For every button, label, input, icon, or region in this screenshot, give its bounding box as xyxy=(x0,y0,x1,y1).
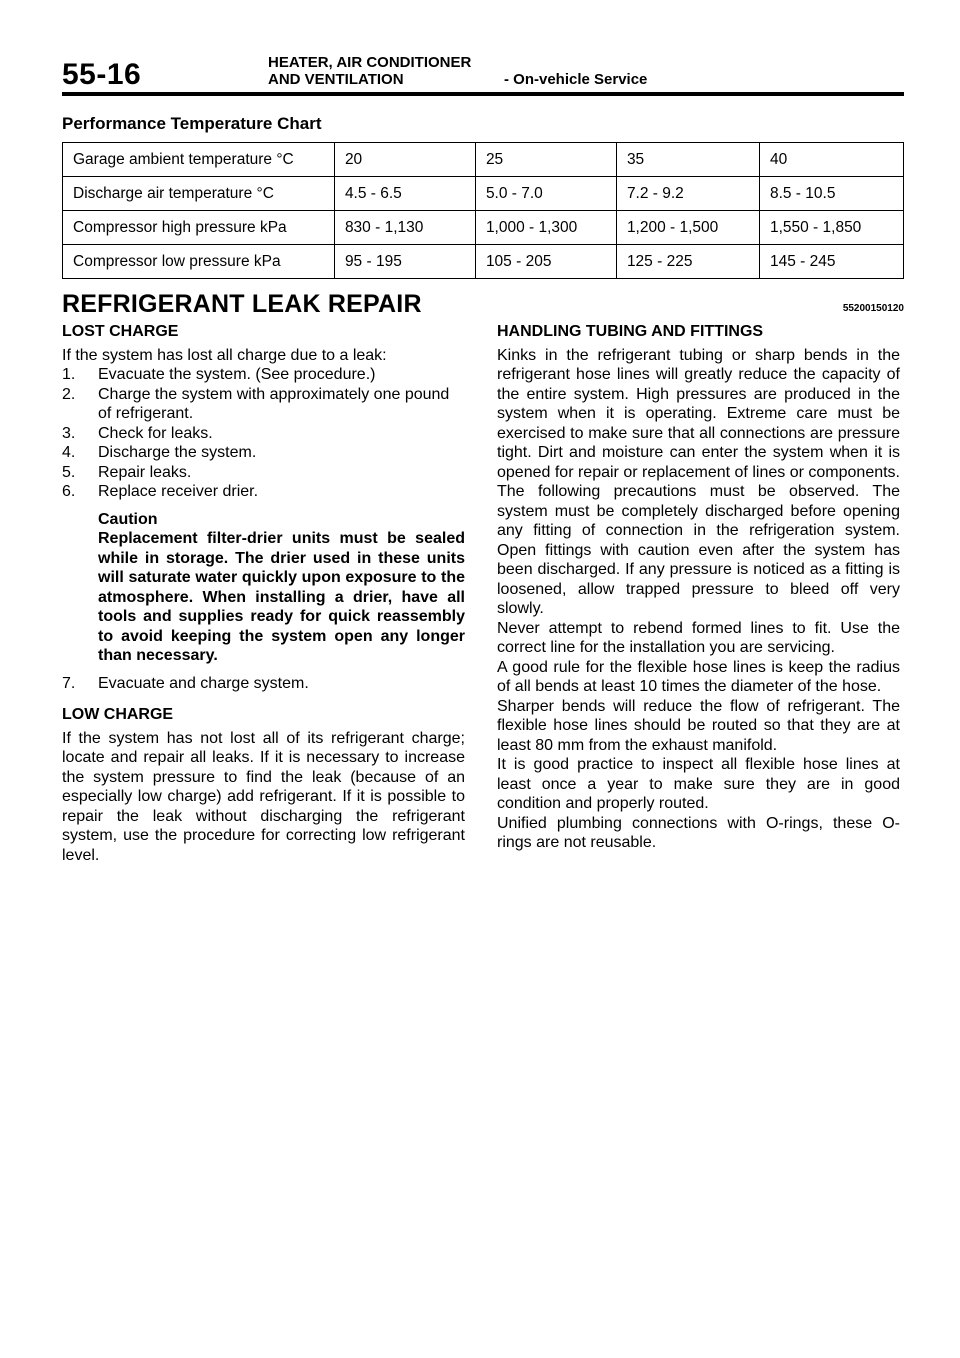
step-number: 3. xyxy=(62,424,76,442)
table-cell: 1,200 - 1,500 xyxy=(616,211,759,245)
list-item xyxy=(62,674,465,694)
lost-charge-heading: LOST CHARGE xyxy=(62,323,179,340)
handling-paragraph-4: Sharper bends will reduce the flow of refrigerant. The flexible hose lines should be routed so that they are at least 80 mm from the exhaust manifold. xyxy=(497,697,900,754)
handling-paragraph-6: Unified plumbing connections with O-rings, these O-rings are not reusable. xyxy=(497,814,900,851)
caution-block xyxy=(98,510,465,666)
low-charge-text: If the system has not lost all of its refrigerant charge; locate and repair all leaks. If it is necessary to increase the system pressure to find the leak (because of an especially low charge) add refrigerant. If it is possible to repair the leak without discharging the refrigerant system, use the procedure for correcting low refrigerant level. xyxy=(62,729,465,864)
list-item xyxy=(62,443,465,463)
step-text: Discharge the system. xyxy=(98,444,257,461)
performance-table xyxy=(62,142,904,279)
page-header xyxy=(62,52,904,92)
table-cell: 35 xyxy=(616,143,759,177)
lost-charge-steps xyxy=(62,365,465,502)
table-cell: 830 - 1,130 xyxy=(334,211,475,245)
table-cell: 105 - 205 xyxy=(475,245,616,279)
chart-title: Performance Temperature Chart xyxy=(62,114,322,133)
step-text: Check for leaks. xyxy=(98,424,213,442)
list-item xyxy=(62,385,465,424)
table-cell: 25 xyxy=(475,143,616,177)
step-text: Repair leaks. xyxy=(98,463,192,481)
section-heading: REFRIGERANT LEAK REPAIR xyxy=(62,290,422,318)
step-number: 6. xyxy=(62,483,76,500)
table-cell: 95 - 195 xyxy=(334,245,475,279)
table-cell: 5.0 - 7.0 xyxy=(475,177,616,211)
right-column xyxy=(497,322,900,853)
section-title-line2: AND VENTILATION xyxy=(268,71,404,88)
handling-heading: HANDLING TUBING AND FITTINGS xyxy=(497,323,764,340)
page-number: 55-16 xyxy=(62,58,142,91)
step-text: Replace receiver drier. xyxy=(98,483,259,500)
table-cell: 20 xyxy=(334,143,475,177)
table-row xyxy=(63,211,904,245)
section-title xyxy=(268,54,471,88)
step-number: 7. xyxy=(62,674,76,692)
row-label-cell: Compressor low pressure kPa xyxy=(63,245,335,279)
handling-paragraph-3: A good rule for the flexible hose lines is keep the radius of all bends at least 10 times the diameter of the hose. xyxy=(497,658,900,695)
table-cell: 145 - 245 xyxy=(759,245,903,279)
step-number: 2. xyxy=(62,385,76,403)
table-cell: 40 xyxy=(759,143,903,177)
table-cell: 125 - 225 xyxy=(616,245,759,279)
lost-charge-intro: If the system has lost all charge due to a leak: xyxy=(62,346,387,364)
list-item xyxy=(62,463,465,483)
header-rule xyxy=(62,92,904,96)
section-title-line1: HEATER, AIR CONDITIONER xyxy=(268,54,472,71)
step-number: 1. xyxy=(62,366,76,383)
list-item xyxy=(62,424,465,444)
list-item xyxy=(62,365,465,385)
table-row xyxy=(63,143,904,177)
table-row xyxy=(63,177,904,211)
step-text: Evacuate and charge system. xyxy=(98,674,309,692)
low-charge-heading: LOW CHARGE xyxy=(62,706,174,723)
table-cell: 1,000 - 1,300 xyxy=(475,211,616,245)
table-cell: 7.2 - 9.2 xyxy=(616,177,759,211)
table-row xyxy=(63,245,904,279)
lost-charge-step7 xyxy=(62,674,465,694)
row-label-cell: Garage ambient temperature °C xyxy=(63,143,335,177)
handling-paragraph-2: Never attempt to rebend formed lines to fit. Use the correct line for the installation you are servicing. xyxy=(497,619,900,656)
handling-paragraph-5: It is good practice to inspect all flexible hose lines at least once a year to make sure they are in good condition and properly routed. xyxy=(497,756,900,812)
table-cell: 8.5 - 10.5 xyxy=(759,177,903,211)
list-item xyxy=(62,482,465,502)
caution-text: Replacement filter-drier units must be sealed while in storage. The drier used in these units will saturate water quickly upon exposure to the atmosphere. When installing a drier, have all tools and supplies ready for quick reassembly to avoid keeping the system open any longer than necessary. xyxy=(98,530,465,664)
row-label-cell: Discharge air temperature °C xyxy=(63,177,335,211)
caution-label: Caution xyxy=(98,510,158,528)
table-cell: 4.5 - 6.5 xyxy=(334,177,475,211)
handling-paragraph-1: Kinks in the refrigerant tubing or sharp bends in the refrigerant hose lines will greatly reduce the capacity of the entire system. High pressures are produced in the system when it is operating. Extreme care must be exercised to make sure that all connections are pressure tight. Dirt and moisture can enter the system when it is opened for repair or replacement of lines or components. The following precautions must be observed. The system must be completely discharged before opening any fitting of connection in the refrigeration system. Open fittings with caution even after the system has been discharged. If any pressure is noticed as a fitting is loosened, allow trapped pressure to bleed off very slowly. xyxy=(497,346,900,617)
left-column xyxy=(62,322,465,865)
step-number: 4. xyxy=(62,444,76,461)
row-label-cell: Compressor high pressure kPa xyxy=(63,211,335,245)
section-subtitle: - On-vehicle Service xyxy=(504,71,648,88)
step-number: 5. xyxy=(62,463,76,481)
table-cell: 1,550 - 1,850 xyxy=(759,211,903,245)
step-text: Evacuate the system. (See procedure.) xyxy=(98,366,376,383)
step-text: Charge the system with approximately one pound of refrigerant. xyxy=(98,385,450,422)
reference-code: 55200150120 xyxy=(842,303,904,314)
